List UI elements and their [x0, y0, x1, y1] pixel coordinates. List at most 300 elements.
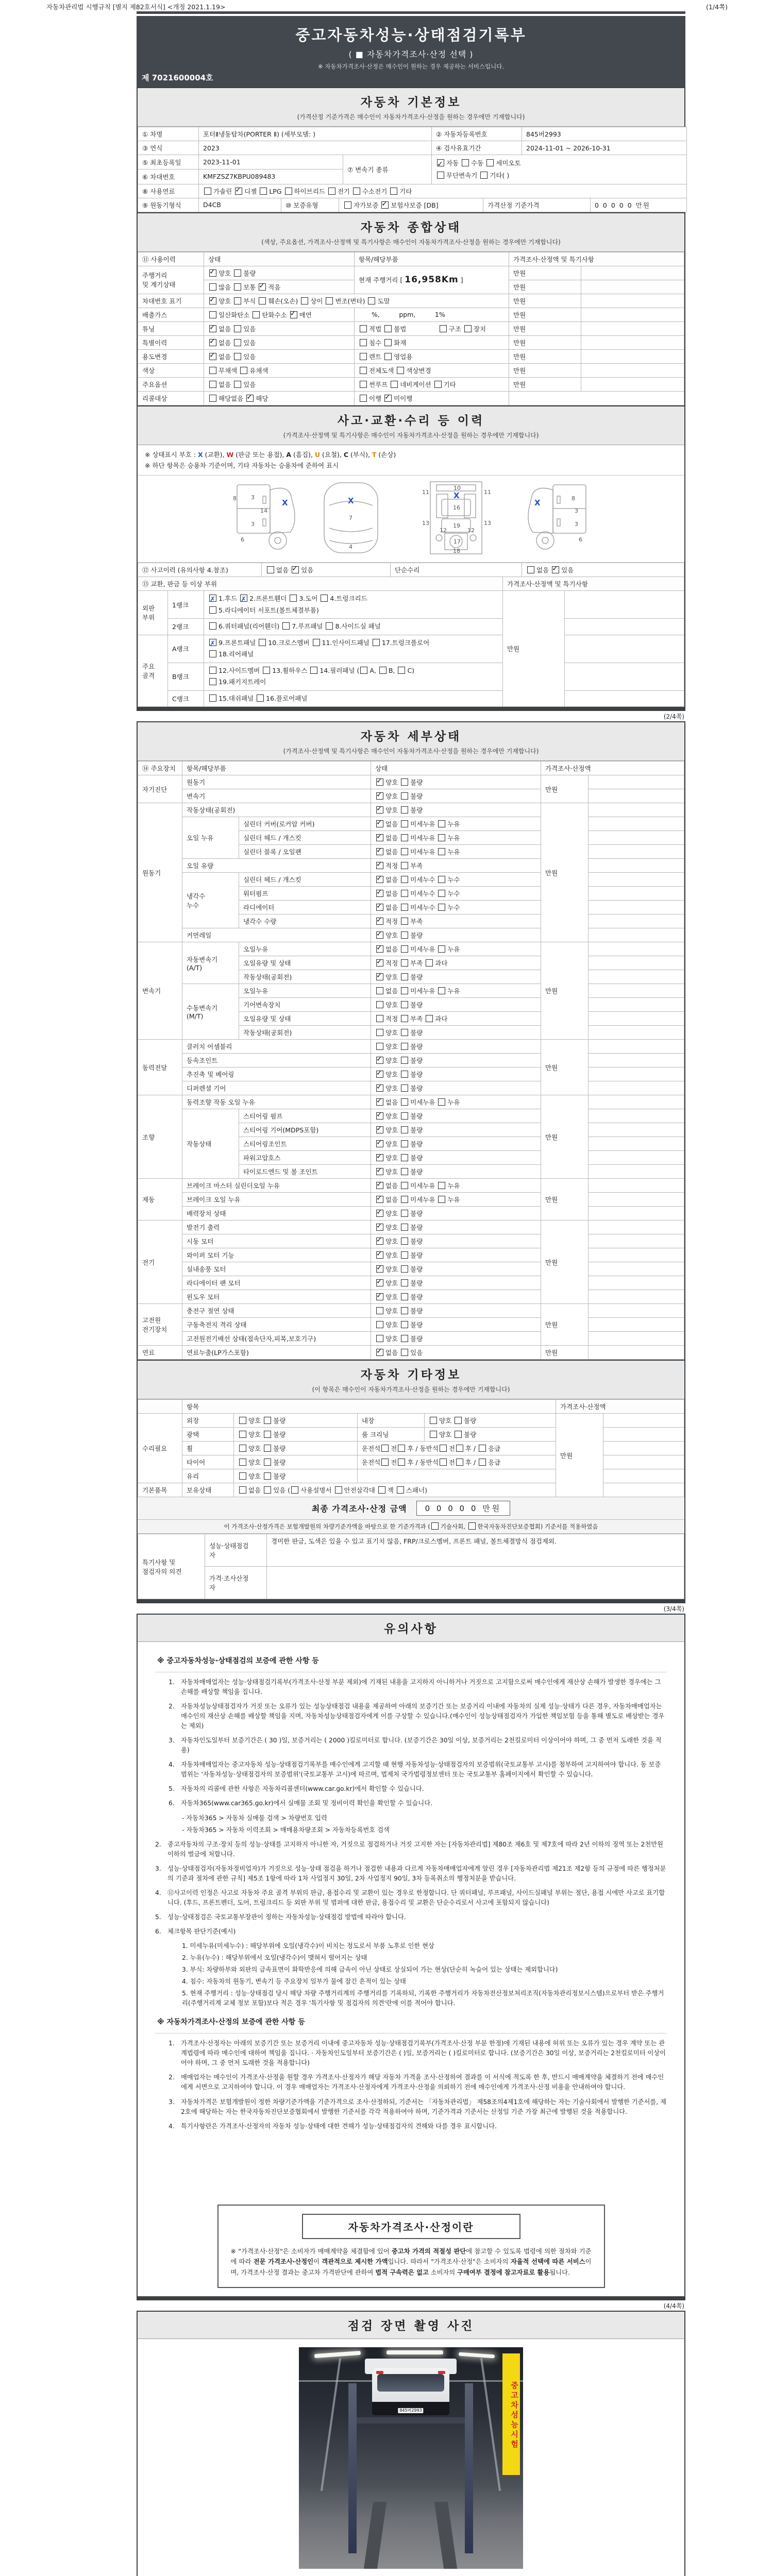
checkbox-checked: [376, 806, 383, 814]
checkbox-empty: [438, 987, 445, 994]
detail-row: 디퍼렌셜 기어 ✓ 양호 불량: [138, 1081, 684, 1095]
detail-row: 동력전달 클러치 어셈블리 양호 불량 만원: [138, 1040, 684, 1054]
checkbox-empty: [326, 297, 333, 304]
vehicle-damage-diagram: [138, 479, 684, 557]
checkbox-checked: [376, 1196, 383, 1203]
detail-row: 냉각수 누수 실린더 헤드 / 개스킷 ✓ 없음 미세누수 누수: [138, 873, 684, 887]
checkbox-empty: [438, 876, 445, 883]
svg-text:12: 12: [440, 527, 447, 534]
license-plate: 845버2993: [398, 2408, 423, 2413]
checkbox-empty: [209, 311, 216, 318]
checkbox-checked: [376, 1293, 383, 1300]
details-subtitle: (가격조사·산정액 및 특기사항은 매수인이 자동차가격조사·산정을 원하는 경우에만 기재합니다): [283, 748, 539, 755]
checkbox-empty: [464, 325, 472, 332]
accident-history-row: [138, 563, 684, 577]
first-reg-label: ⑤ 최초등록일: [138, 155, 199, 170]
lift-post: [465, 2383, 473, 2553]
checkbox-empty: [438, 820, 445, 827]
checkbox-empty: [401, 1001, 408, 1008]
engine-type-value: D4CB: [199, 198, 281, 212]
notice-item: 5. 성능·상태점검은 국토교통부장관이 정하는 자동차성능·상태점검 방법에 따라야 합니다.: [155, 1913, 406, 1921]
checkbox-empty: [438, 890, 445, 897]
checkbox-empty: [384, 325, 392, 332]
notice-item: 4. 특기사항란은 가격조사·산정자의 자동차 성능·상태에 대한 견해가 성능·상태점검자의 견해와 다를 경우 표시합니다.: [169, 2122, 497, 2130]
detail-row: 오일유량 및 상태 적정 부족 과다: [138, 1012, 684, 1026]
meta-line: [46, 2, 728, 11]
checkbox-checked: [381, 201, 389, 209]
checkbox-empty: [456, 1445, 463, 1452]
checkbox-empty: [264, 1459, 271, 1466]
page-marker-1: (1/4쪽): [706, 3, 728, 11]
checkbox-empty: [401, 1224, 408, 1231]
checkbox-empty: [401, 973, 408, 980]
comprehensive-title: 자동차 종합상태: [360, 221, 462, 234]
notice-item: 6. 체크항목 판단기준(예시): [155, 1927, 236, 1935]
truck-taillight: [376, 2371, 383, 2374]
ceiling-light: [459, 2352, 495, 2358]
svg-text:X: X: [453, 491, 460, 500]
other-info-row: 광택 양호 불량 룸 크리닝 양호 불량: [138, 1428, 684, 1442]
comprehensive-row: 특별이력 ✓ 없음 있음 침수 화재 만원: [138, 335, 684, 349]
notice-item: 1. 자동차매매업자는 성능·상태점검기록부(가격조사·산정 부분 제외)에 기재된 내용을 고지하지 아니하거나 거짓으로 고지함으로써 매수인에게 재산상 손해가 발생한 경우에는 그 손해를 배상할 책임을 집니다.: [169, 1679, 661, 1696]
checkbox-empty: [398, 667, 405, 674]
base-price-label: 가격산정 기준가격: [483, 198, 591, 212]
checkbox-empty: [384, 339, 392, 346]
checkbox-checked: [376, 862, 383, 869]
checkbox-empty: [401, 1335, 408, 1342]
col-major-device: ⑭ 주요장치: [138, 761, 182, 775]
checkbox-checked: [376, 1057, 383, 1064]
notice-sub-item: - 자동차365 > 자동차 이력조회 > 매매용차량조회 > 자동차등록번호 검색: [182, 1826, 390, 1834]
checkbox-empty: [373, 639, 380, 646]
checkbox-empty: [234, 381, 241, 388]
svg-text:8: 8: [572, 495, 575, 502]
detail-row: 구동축전지 격리 상태 양호 불량: [138, 1318, 684, 1332]
truck-taillight: [438, 2371, 445, 2374]
vehicle-diagram-wrap: [138, 476, 684, 563]
detail-row: 제동 브레이크 마스터 실린더오일 누유 ✓ 없음 미세누유 누유 만원: [138, 1179, 684, 1193]
inspection-period-label: ④ 검사유효기간: [432, 141, 522, 155]
photo-title: 점검 장면 촬영 사진: [347, 2319, 475, 2333]
table-row: [138, 141, 687, 155]
checkbox-empty: [401, 834, 408, 841]
detail-row: 라디에이터 ✓ 없음 미세누수 누수: [138, 901, 684, 914]
checkbox-checked: [376, 1224, 383, 1231]
first-reg-value: 2023-11-01: [199, 155, 343, 170]
other-info-row: 수리필요 외장 양호 불량 내장 양호 불량 만원: [138, 1414, 684, 1428]
checkbox-empty: [456, 1459, 463, 1466]
checkbox-empty: [376, 1015, 383, 1022]
checkbox-empty: [401, 1057, 408, 1064]
svg-text:3: 3: [575, 521, 578, 528]
col-blank: [138, 1400, 182, 1414]
checkbox-empty: [209, 650, 216, 657]
basic-info-header: [138, 88, 684, 127]
accident-header: [138, 406, 684, 445]
checkbox-empty: [527, 566, 534, 573]
detail-row: 브레이크 오일 누유 ✓ 없음 미세누유 누유: [138, 1193, 684, 1207]
checkbox-checked: [209, 269, 216, 277]
checkbox-checked: [376, 834, 383, 841]
checkbox-empty: [260, 188, 267, 195]
checkbox-empty: [360, 667, 367, 674]
checkbox-checked: [376, 904, 383, 911]
detail-row: 자기진단 원동기 ✓ 양호 불량 만원: [138, 775, 684, 789]
base-price-value: 0 0 0 0 0 만원: [591, 198, 687, 212]
section-basic-info: [137, 87, 685, 213]
table-row: [138, 127, 687, 141]
other-info-title: 자동차 기타정보: [360, 1368, 462, 1382]
detail-row: 오일 유량 ✓ 적정 부족: [138, 859, 684, 873]
final-price-value: 0 0 0 0 0 만원: [416, 1501, 511, 1516]
checkbox-x-marked: [209, 639, 216, 646]
fuel-value: 가솔린 ✓디젤 LPG 하이브리드 전기 수소전기 기타: [199, 184, 687, 198]
other-info-row: 휠 양호 불량 운전석 전 후 / 동반석 전 후 / 응급: [138, 1442, 684, 1455]
section-other-info: [137, 1361, 685, 1600]
checkbox-empty: [430, 1417, 437, 1424]
detail-row: 변속기 ✓ 양호 불량: [138, 789, 684, 803]
checkbox-checked: [376, 1071, 383, 1078]
vin-value: KMFZSZ7KBPU089483: [199, 170, 343, 184]
warranty-type-value: 자가보증 ✓보험사보증 [DB]: [339, 198, 483, 212]
checkbox-empty: [401, 1043, 408, 1050]
detail-row: 변속기 자동변속기 (A/T) 오일누유 ✓ 없음 미세누유 누유 만원: [138, 942, 684, 956]
checkbox-empty: [379, 667, 386, 674]
checkbox-empty: [401, 987, 408, 994]
checkbox-empty: [401, 1238, 408, 1245]
checkbox-empty: [440, 1459, 447, 1466]
odometer-value: 16,958Km: [405, 275, 459, 285]
checkbox-empty: [440, 325, 447, 332]
checkbox-empty: [264, 1431, 271, 1438]
checkbox-empty: [204, 188, 211, 195]
final-price-label: 최종 가격조사·산정 금액: [311, 1504, 407, 1514]
checkbox-empty: [239, 1431, 246, 1438]
checkbox-empty: [462, 159, 469, 166]
checkbox-empty: [353, 188, 360, 195]
document-note: ※ 자동차가격조사·산정은 매수인이 원하는 경우 제공하는 서비스입니다.: [317, 63, 505, 70]
notice-item: 1. 가격조사·산정자는 아래의 보증기간 또는 보증거리 이내에 중고자동차 성능·상태점검기록부(가격조사·산정 부분 한정)에 기재된 내용에 허위 또는 오류가 있는 경우 계약 또는 관계법령에 따라 매수인에 대하여 책임을 집니다. · 자동차인도일부터 보증기간은 ( )일, 보증거리는 ( )킬로미터로 합니다. (보증기간은 30일 이상, 보증거리는 2천킬로미터 이상이어야 하며, 그 중 먼저 도래한 것을 적용합니다): [169, 2040, 666, 2067]
checkbox-checked: [376, 1182, 383, 1189]
panel-damage-row: 2랭크 6.쿼터패널(리어휀더) 7.루프패널 8.사이드실 패널: [138, 619, 684, 635]
checkbox-checked: [376, 1265, 383, 1273]
checkbox-checked: [376, 1126, 383, 1133]
comprehensive-row: 주요옵션 없음 있음 썬루프 네비게이션 기타 만원: [138, 377, 684, 391]
simple-repair-label: 단순수리: [391, 563, 522, 577]
comprehensive-row: 튜닝 ✓ 없음 있음 적법 불법 구조 장치 만원: [138, 321, 684, 335]
checkbox-empty: [401, 904, 408, 911]
accident-history-status: 없음 ✓있음: [262, 563, 391, 577]
panel-damage-row: B랭크 12.사이드멤버 13.휠하우스 14.필러패널 ( A, B, C) 19.패키지트레이: [138, 663, 684, 690]
checkbox-empty: [401, 862, 408, 869]
detail-row: 와이퍼 모터 기능 ✓ 양호 불량: [138, 1248, 684, 1262]
car-name-value: 포터Ⅱ냉동탑차(PORTER Ⅱ) (세부모델: ): [199, 127, 432, 141]
checkbox-empty: [401, 1182, 408, 1189]
comprehensive-subtitle: (색상, 주요옵션, 가격조사·산정액 및 특기사항은 매수인이 자동차가격조사·산정을 원하는 경우에만 기재합니다): [261, 238, 561, 246]
other-info-subtitle: (이 항목은 매수인이 자동차가격조사·산정을 원하는 경우에만 기재합니다): [312, 1386, 510, 1393]
section-notice: [137, 1614, 685, 2297]
checkbox-empty: [234, 339, 241, 346]
checkbox-checked: [376, 959, 383, 967]
checkbox-checked: [235, 188, 242, 195]
photo-header: [138, 2312, 684, 2339]
detail-row: 배력장치 상태 ✓ 양호 불량: [138, 1207, 684, 1221]
truck-windshield: [377, 2374, 444, 2392]
detail-row: 조향 동력조향 작동 오일 누유 ✓ 없음 미세누유 누유 만원: [138, 1095, 684, 1109]
year-label: ③ 연식: [138, 141, 199, 155]
checkbox-empty: [376, 987, 383, 994]
checkbox-empty: [401, 1015, 408, 1022]
checkbox-empty: [259, 639, 266, 646]
detail-row: 연료 연료누출(LP가스포함) ✓ 없음 있음 만원: [138, 1346, 684, 1360]
checkbox-empty: [257, 694, 264, 702]
opinion-row: 가격·조사산정 자: [138, 1567, 684, 1599]
reg-no-value: 845버2993: [522, 127, 687, 141]
comprehensive-row: 주행거리 및 계기상태 ✓양호 불량 현재 주행거리 [ 16,958Km ] 만원: [138, 266, 684, 280]
checkbox-checked: [290, 311, 297, 318]
checkbox-empty: [234, 283, 241, 291]
checkbox-empty: [401, 1071, 408, 1078]
checkbox-empty: [384, 353, 392, 360]
svg-text:4: 4: [349, 544, 352, 550]
other-info-row: 타이어 양호 불량 운전석 전 후 / 동반석 전 후 / 응급: [138, 1455, 684, 1469]
checkbox-empty: [301, 297, 308, 304]
svg-text:3: 3: [575, 507, 578, 514]
page-marker-3: (3/4쪽): [663, 1605, 684, 1613]
svg-text:3: 3: [251, 494, 255, 501]
detail-row: 워터펌프 ✓ 없음 미세누수 누수: [138, 887, 684, 901]
checkbox-empty: [401, 1029, 408, 1036]
checkbox-empty: [438, 945, 445, 953]
checkbox-checked: [209, 297, 216, 304]
checkbox-empty: [285, 188, 292, 195]
checkbox-empty: [376, 1321, 383, 1328]
comprehensive-table: [138, 252, 684, 405]
checkbox-empty: [401, 1210, 408, 1217]
accident-subtitle: (가격조사·산정액 및 특기사항은 매수인이 자동차가격조사·산정을 원하는 경우에만 기재합니다): [283, 431, 539, 439]
svg-text:8: 8: [233, 495, 237, 502]
checkbox-empty: [401, 1140, 408, 1147]
checkbox-empty: [368, 297, 375, 304]
checkbox-empty: [401, 806, 408, 814]
notice-sub-item: - 자동차365 > 자동차 실매물 검색 > 차량번호 입력: [182, 1814, 327, 1822]
floor-rail: [364, 2502, 386, 2569]
checkbox-empty: [282, 622, 290, 630]
col-status: 상태: [371, 761, 541, 775]
checkbox-checked: [376, 1251, 383, 1259]
ceiling-light: [314, 2351, 361, 2358]
panel-damage-row: 주요 골격 A랭크 ✗9.프론트패널 10.크로스멤버 11.인사이드패널 17.트렁크플로어 18.리어패널: [138, 635, 684, 663]
checkbox-checked: [376, 848, 383, 855]
detail-row: 오일유량 및 상태 ✓ 적정 부족 과다: [138, 956, 684, 970]
floor-rail: [434, 2502, 457, 2569]
checkbox-empty: [438, 1196, 445, 1203]
notice-header: [138, 1615, 684, 1642]
notice-item: 2. 자동차성능상태점검자가 거짓 또는 오류가 있는 성능상태점검 내용을 제공하여 아래의 보증기간 또는 보증거리 이내에 자동차의 실제 성능·상태가 다른 경우, 자동차매매업자는 매수인의 재산상 손해를 배상할 책임을 지며, 자동차성능상태점검자에게 이를 구상할 수 있습니다.(매수인이 성능상태점검자가 가입한 책임보험 등을 통해 별도로 배상받는 경우는 제외): [169, 1703, 665, 1730]
checkbox-empty: [479, 1445, 486, 1452]
notice-item: 3. 자동차인도일부터 보증기간은 ( 30 )일, 보증거리는 ( 2000 )킬로미터로 합니다. (보증기간은 30일 이상, 보증거리는 2천킬로미터 이상이어야 하며, 그 중 먼저 도래한 것을 적용): [169, 1737, 662, 1754]
checkbox-checked: [376, 1098, 383, 1106]
detail-row: 추진축 및 베어링 ✓ 양호 불량: [138, 1067, 684, 1081]
svg-text:7: 7: [349, 515, 352, 521]
price-basis-line: 이 가격조사·산정가격은 보험개발원의 차량기준가액을 바탕으로 한 기준가격과 ( 기술사회, 한국자동차진단보증협회) 기준서를 적용하였음: [138, 1520, 684, 1534]
checkbox-empty: [398, 1445, 405, 1452]
detail-row: 라디에이터 팬 모터 ✓ 양호 불량: [138, 1276, 684, 1290]
checkbox-empty: [440, 1445, 447, 1452]
comprehensive-row: 차대번호 표기 ✓ 양호 부식 훼손(오손) 상이 변조(변타) 도말 만원: [138, 294, 684, 308]
accident-title: 사고·교환·수리 등 이력: [337, 414, 485, 428]
accident-history-label: ⑫ 사고이력 (유의사항 4.참조): [138, 563, 262, 577]
svg-text:10: 10: [453, 485, 461, 492]
checkbox-empty: [376, 1029, 383, 1036]
checkbox-empty: [360, 325, 367, 332]
checkbox-x-marked: [240, 595, 247, 602]
simple-repair-status: 없음 ✓있음: [522, 563, 684, 577]
detail-row: 윈도우 모터 ✓ 양호 불량: [138, 1290, 684, 1304]
col-usage-history: ⑪ 사용이력: [138, 252, 204, 266]
checkbox-empty: [378, 1486, 385, 1494]
vin-label: ⑥ 차대번호: [138, 170, 199, 184]
comprehensive-row: 용도변경 ✓ 없음 있음 렌트 영업용 만원: [138, 349, 684, 363]
detail-row: 수동변속기 (M/T) 오일누유 없음 미세누유 누유: [138, 984, 684, 998]
checkbox-checked: [376, 1238, 383, 1245]
checkbox-empty: [209, 694, 216, 702]
col-price: 가격조사·산정액 및 특기사항: [509, 252, 684, 266]
col-item: 항목/해당부품: [355, 252, 509, 266]
svg-text:19: 19: [453, 522, 460, 529]
checkbox-empty: [401, 1279, 408, 1286]
damage-code-line: ※ 상태표시 부호 : X (교환), W (판금 또는 용접), A (흠집), U (요철), C (부식), T (손상): [145, 450, 396, 459]
checkbox-empty: [326, 622, 333, 630]
notice-item: 4. ⑫사고이력 인정은 사고로 자동차 주요 골격 부위의 판금, 용접수리 및 교환이 있는 경우로 한정합니다. 단 쿼터패널, 루프패널, 사이드실패널 부위는 절단, 용접 시에만 사고로 표기합니다. (후드, 프론트펜더, 도어, 트렁크리드 등 외판 부위 및 범퍼에 대한 판금, 용접수리 및 교환은 단순수리로서 사고에 포함되지 않습니다): [155, 1889, 665, 1906]
opinion-row: 특기사항 및 점검자의 의견 성능·상태점검 자 경미한 판금, 도색은 있을 수 있고 표기치 않음, FRP/크로스멤버, 프론트 패널, 볼트체결방식 점검제외.: [138, 1534, 684, 1567]
notice-item: 2. 매매업자는 매수인이 가격조사·산정을 원할 경우 가격조사·산정자가 해당 자동차 가격을 조사·산정하여 결과를 이 서식에 적도록 한 후, 반드시 매매계약을 체결하기 전에 매수인에게 서면으로 고지하여야 합니다. 이 경우 매매업자는 가격조사·산정자에게 가격조사·산정을 의뢰하기 전에 매수인에게 가격조사·산정 비용을 안내하여야 합니다.: [169, 2074, 664, 2091]
table-row: [138, 184, 687, 198]
checkbox-checked: [376, 973, 383, 980]
section-details: [137, 721, 685, 1361]
checkbox-empty: [426, 959, 433, 967]
checkbox-empty: [401, 778, 408, 786]
col-status: 상태: [204, 252, 355, 266]
svg-text:18: 18: [453, 548, 460, 554]
checkbox-empty: [239, 1459, 246, 1466]
checkbox-checked: [209, 353, 216, 360]
checkbox-checked: [376, 1112, 383, 1120]
section-comprehensive: [137, 213, 685, 406]
panel-damage-table: [138, 577, 684, 707]
checkbox-empty: [391, 381, 398, 388]
detail-row: 오일 누유 실린더 커버(로커암 커버) ✓ 없음 미세누유 누유: [138, 817, 684, 831]
checkbox-empty: [234, 297, 241, 304]
checkbox-checked: [209, 325, 216, 332]
checkbox-checked: [384, 395, 392, 402]
document-subtitle: ( ■ 자동차가격조사·산정 선택 ): [348, 49, 474, 59]
notice-sub-item: 4. 침수: 자동차의 원동기, 변속기 등 주요장치 일부가 물에 잠긴 흔적이 있는 상태: [182, 1978, 406, 1986]
checkbox-empty: [234, 353, 241, 360]
checkbox-checked: [376, 792, 383, 800]
ceiling-light: [386, 2350, 443, 2354]
checkbox-checked: [376, 890, 383, 897]
svg-text:16: 16: [453, 504, 460, 511]
svg-text:12: 12: [467, 527, 475, 534]
checkbox-empty: [239, 1472, 246, 1480]
warranty-type-label: ⑩ 보증유형: [281, 198, 339, 212]
svg-text:6: 6: [579, 536, 582, 543]
header-stripe: [137, 14, 685, 16]
checkbox-empty: [264, 1417, 271, 1424]
notice-body: [138, 1642, 684, 2197]
checkbox-empty: [401, 918, 408, 925]
table-row: [138, 198, 687, 212]
checkbox-empty: [335, 1486, 342, 1494]
checkbox-empty: [401, 1196, 408, 1203]
checkbox-checked: [376, 1140, 383, 1147]
transmission-label: ⑦ 변속기 종류: [343, 155, 432, 184]
table-header-row: [138, 1400, 684, 1414]
engine-type-label: ⑨ 원동기형식: [138, 198, 199, 212]
checkbox-empty: [479, 1459, 486, 1466]
checkbox-empty: [401, 1321, 408, 1328]
notice-item: 2. 중고자동차의 구조·장치 등의 성능·상태를 고지하지 아니한 자, 거짓으로 점검하거나 거짓 고지한 자는 [자동차관리법] 제80조 제6호 및 제7호에 따라 2년 이하의 징역 또는 2천만원 이하의 벌금에 처합니다.: [155, 1840, 664, 1858]
details-header: [138, 722, 684, 761]
panel-damage-label: ⑬ 교환, 판금 등 이상 부위: [138, 577, 503, 591]
checkbox-empty: [401, 1084, 408, 1092]
svg-text:3: 3: [251, 521, 255, 528]
checkbox-checked: [376, 1210, 383, 1217]
notice-item: 3. 성능·상태점검자(자동차정비업자)가 거짓으로 성능·상태 점검을 하거나 점검한 내용과 다르게 자동차매매업자에게 알린 경우 [자동차관리법 제21조 제2항 등의 규정에 따른 행정처분의 기준과 절차에 관한 규칙] 제5조 1항에 따라 1차 사업정지 30일, 2차 사업정지 90일, 3차 등록취소의 행정처분을 받습니다.: [155, 1865, 666, 1882]
checkbox-checked: [209, 339, 216, 346]
final-price-row: [138, 1497, 684, 1520]
panel-price-header: 가격조사·산정액 및 특기사항: [503, 577, 684, 591]
year-value: 2023: [199, 141, 432, 155]
price-assessment-box: [217, 2205, 605, 2288]
checkbox-empty: [209, 283, 216, 291]
comprehensive-row: 많음 보통 ✓적음 만원: [138, 280, 684, 294]
notice-heading: ※ 중고자동차성능·상태점검의 보증에 관한 사항 등: [155, 1649, 667, 1672]
checkbox-x-marked: [209, 595, 216, 602]
checkbox-empty: [360, 381, 367, 388]
detail-row: 커먼레일 ✓ 양호 불량: [138, 928, 684, 942]
assessment-box-text: ※ "가격조사·산정"은 소비자가 매매계약을 체결함에 있어 중고차 가격의 적절성 판단에 참고할 수 있도록 법령에 의한 절차와 기준에 따라 전문 가격조사·산정인이 객관적으로 제시한 가액입니다. 따라서 "가격조사·산정"은 소비자의 자율적 선택에 따른 서비스이며, 가격조사·산정 결과는 중고차 가격판단에 관하여 법적 구속력은 없고 소비자의 구매여부 결정에 참고자료로 활용됩니다.: [230, 2248, 592, 2276]
checkbox-checked: [292, 566, 299, 573]
checkbox-empty: [310, 667, 317, 674]
detail-row: 실린더 헤드 / 개스킷 ✓ 없음 미세누유 누유: [138, 831, 684, 845]
svg-text:13: 13: [422, 520, 429, 527]
checkbox-empty: [426, 1015, 433, 1022]
checkbox-empty: [239, 1445, 246, 1452]
comprehensive-row: 색상 무채색 유채색 전체도색 색상변경 만원: [138, 363, 684, 377]
section-inspection-photo: [137, 2311, 685, 2576]
checkbox-empty: [209, 367, 216, 374]
car-name-label: ① 차명: [138, 127, 199, 141]
checkbox-empty: [401, 848, 408, 855]
svg-text:11: 11: [422, 489, 429, 496]
detail-row: 작동상태 스티어링 펌프 ✓ 양호 불량: [138, 1109, 684, 1123]
checkbox-empty: [253, 311, 260, 318]
checkbox-empty: [438, 904, 445, 911]
comprehensive-row: 배출가스 일산화탄소 탄화수소 ✓매연 %, ppm, 1% 만원: [138, 308, 684, 321]
notice-sub-item: 1. 미세누유(미세누수) : 해당부위에 오일(냉각수)이 비치는 정도로서 부품 노후로 인한 현상: [182, 1942, 434, 1950]
checkbox-empty: [264, 1445, 271, 1452]
other-info-header: [138, 1361, 684, 1399]
checkbox-empty: [397, 1486, 404, 1494]
checkbox-empty: [401, 931, 408, 939]
details-table: [138, 761, 684, 1360]
checkbox-checked: [376, 1154, 383, 1161]
checkbox-checked: [376, 876, 383, 883]
detail-row: 실린더 블록 / 오일팬 ✓ 없음 미세누유 누유: [138, 845, 684, 859]
document-number: 제 7021600004호: [137, 70, 685, 87]
